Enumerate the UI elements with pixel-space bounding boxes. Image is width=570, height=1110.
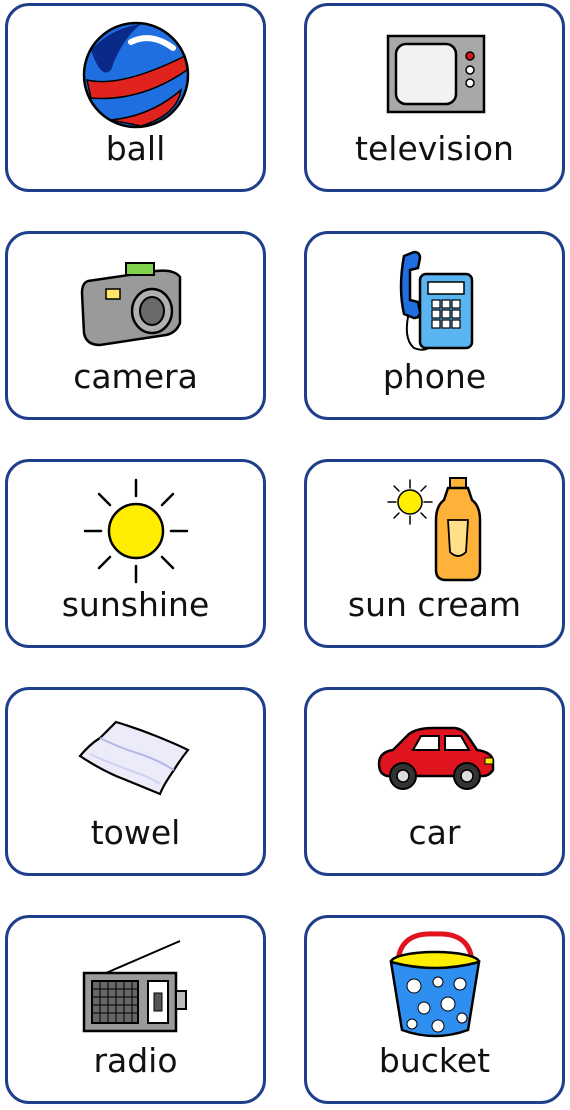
card-label-camera: camera (73, 357, 198, 396)
card-ball[interactable] (5, 3, 266, 192)
television-icon (380, 30, 490, 120)
towel-picture (8, 704, 263, 814)
phone-icon (380, 248, 490, 358)
card-label-sun-cream: sun cream (347, 585, 522, 624)
ball-icon (81, 20, 191, 130)
towel-icon (76, 714, 196, 804)
card-label-sunshine: sunshine (61, 585, 210, 624)
sun-cream-icon (380, 476, 490, 586)
radio-icon (76, 937, 196, 1037)
card-radio[interactable] (5, 915, 266, 1104)
sun-icon (81, 476, 191, 586)
phone-picture (307, 248, 562, 358)
card-label-radio: radio (93, 1041, 178, 1080)
sunshine-picture (8, 476, 263, 586)
card-label-phone: phone (382, 357, 487, 396)
card-label-towel: towel (90, 813, 181, 852)
card-sunshine[interactable] (5, 459, 266, 648)
camera-picture (8, 248, 263, 358)
card-phone[interactable] (304, 231, 565, 420)
card-label-bucket: bucket (378, 1041, 491, 1080)
card-towel[interactable] (5, 687, 266, 876)
card-sun-cream[interactable] (304, 459, 565, 648)
television-picture (307, 20, 562, 130)
card-label-ball: ball (105, 129, 166, 168)
card-car[interactable] (304, 687, 565, 876)
camera-icon (76, 253, 196, 353)
car-icon (373, 724, 497, 794)
bucket-icon (380, 932, 490, 1042)
card-label-car: car (408, 813, 461, 852)
ball-picture (8, 20, 263, 130)
bucket-picture (307, 932, 562, 1042)
card-television[interactable] (304, 3, 565, 192)
card-camera[interactable] (5, 231, 266, 420)
car-picture (307, 704, 562, 814)
sun-cream-picture (307, 476, 562, 586)
card-bucket[interactable] (304, 915, 565, 1104)
radio-picture (8, 932, 263, 1042)
card-label-television: television (355, 129, 514, 168)
